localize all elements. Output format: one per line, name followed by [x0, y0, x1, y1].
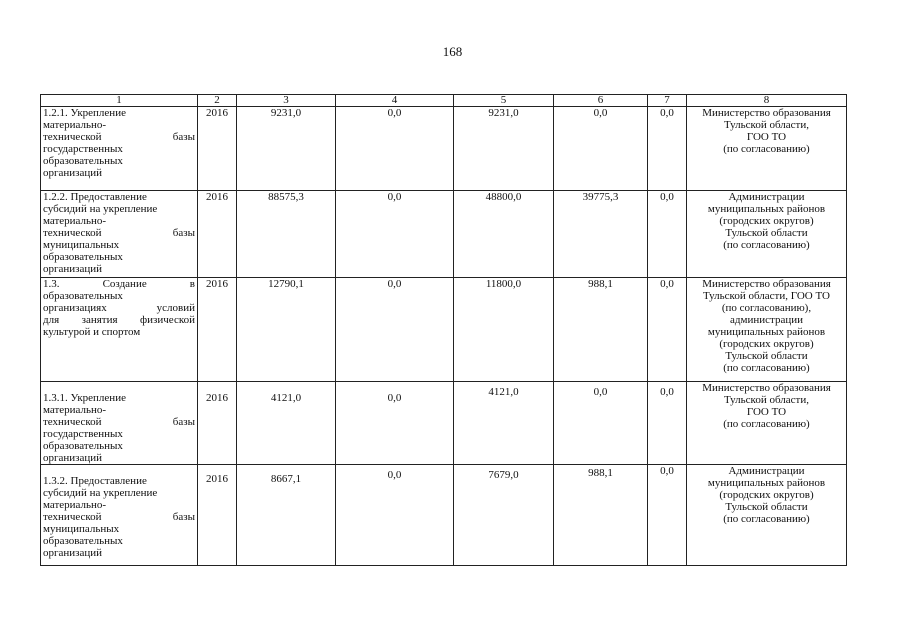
measure-name-line: субсидий на укрепление	[43, 487, 158, 499]
measure-name-line: материально-	[43, 215, 107, 227]
value-cell: 4121,0	[237, 382, 336, 465]
year-cell: 2016	[198, 465, 237, 566]
measure-name-line: организаций	[43, 263, 103, 275]
funding-table	[40, 94, 847, 566]
org-line: (по согласованию)	[723, 513, 810, 525]
column-header: 5	[454, 95, 554, 107]
org-line: ГОО ТО	[746, 131, 787, 143]
measure-name-line: технической базы	[43, 227, 195, 239]
org-line: Администрации	[728, 191, 805, 203]
measure-name-line: образовательных	[43, 535, 123, 547]
value-cell: 9231,0	[237, 107, 336, 191]
value-cell: 0,0	[648, 278, 687, 382]
responsible-org-cell	[687, 382, 847, 465]
measure-name-line: государственных	[43, 428, 123, 440]
page-number: 168	[442, 44, 463, 59]
measure-name-line: для занятия физической	[43, 314, 195, 326]
org-line: (по согласованию)	[723, 418, 810, 430]
org-line: Тульской области	[725, 227, 808, 239]
responsible-org-cell	[687, 465, 847, 566]
table-row	[41, 191, 847, 278]
value-cell: 88575,3	[237, 191, 336, 278]
org-line: (по согласованию),	[721, 302, 812, 314]
value-cell: 12790,1	[237, 278, 336, 382]
org-line: Тульской области	[725, 350, 808, 362]
measure-name-line: образовательных	[43, 290, 123, 302]
measure-name-line: 1.3. Создание в	[43, 278, 195, 290]
value-cell: 988,1	[554, 278, 648, 382]
org-line: Министерство образования	[702, 382, 831, 394]
org-line: Тульской области	[725, 501, 808, 513]
measure-name-cell	[41, 465, 198, 566]
value-cell: 0,0	[648, 191, 687, 278]
measure-name-line: материально-	[43, 404, 107, 416]
measure-name-line: образовательных	[43, 155, 123, 167]
column-header: 3	[237, 95, 336, 107]
value-cell: 0,0	[336, 382, 454, 465]
column-header: 6	[554, 95, 648, 107]
org-line: (городских округов)	[719, 489, 814, 501]
year-cell: 2016	[198, 382, 237, 465]
measure-name-line: 1.2.1. Укрепление	[43, 107, 126, 119]
measure-name-line: материально-	[43, 499, 107, 511]
measure-name-cell	[41, 278, 198, 382]
value-cell: 988,1	[554, 465, 648, 566]
value-cell: 0,0	[554, 107, 648, 191]
value-cell: 0,0	[336, 191, 454, 278]
org-line: (городских округов)	[719, 338, 814, 350]
column-header: 7	[648, 95, 687, 107]
measure-name-cell	[41, 191, 198, 278]
value-cell: 0,0	[648, 465, 687, 566]
org-line: ГОО ТО	[746, 406, 787, 418]
measure-name-line: 1.3.1. Укрепление	[43, 392, 126, 404]
measure-name-line: государственных	[43, 143, 123, 155]
value-cell: 4121,0	[454, 382, 554, 465]
year-cell: 2016	[198, 278, 237, 382]
measure-name-line: технической базы	[43, 416, 195, 428]
table-row	[41, 382, 847, 465]
value-cell: 9231,0	[454, 107, 554, 191]
measure-name-cell	[41, 107, 198, 191]
org-line: Тульской области, ГОО ТО	[702, 290, 830, 302]
responsible-org-cell	[687, 191, 847, 278]
year-cell: 2016	[198, 107, 237, 191]
table-row	[41, 465, 847, 566]
column-header: 8	[687, 95, 847, 107]
org-line: муниципальных районов	[707, 326, 826, 338]
responsible-org-cell	[687, 278, 847, 382]
org-line: муниципальных районов	[707, 203, 826, 215]
value-cell: 0,0	[336, 278, 454, 382]
measure-name-line: культурой и спортом	[43, 326, 141, 338]
measure-name-line: субсидий на укрепление	[43, 203, 158, 215]
value-cell: 8667,1	[237, 465, 336, 566]
org-line: Администрации	[728, 465, 805, 477]
table-row	[41, 278, 847, 382]
measure-name-line: материально-	[43, 119, 107, 131]
org-line: (по согласованию)	[723, 143, 810, 155]
measure-name-cell	[41, 382, 198, 465]
measure-name-line: технической базы	[43, 511, 195, 523]
org-line: Министерство образования	[702, 107, 831, 119]
responsible-org-cell	[687, 107, 847, 191]
value-cell: 11800,0	[454, 278, 554, 382]
value-cell: 0,0	[648, 107, 687, 191]
org-line: Тульской области,	[723, 394, 810, 406]
value-cell: 39775,3	[554, 191, 648, 278]
measure-name-line: организаций	[43, 167, 103, 179]
year-cell: 2016	[198, 191, 237, 278]
measure-name-line: организациях условий	[43, 302, 195, 314]
measure-name-line: технической базы	[43, 131, 195, 143]
org-line: Тульской области,	[723, 119, 810, 131]
org-line: (городских округов)	[719, 215, 814, 227]
org-line: (по согласованию)	[723, 239, 810, 251]
measure-name-line: муниципальных	[43, 239, 120, 251]
value-cell: 48800,0	[454, 191, 554, 278]
column-number-row	[41, 95, 847, 107]
value-cell: 0,0	[336, 107, 454, 191]
column-header: 1	[41, 95, 198, 107]
org-line: муниципальных районов	[707, 477, 826, 489]
value-cell: 0,0	[554, 382, 648, 465]
table-row	[41, 107, 847, 191]
value-cell: 0,0	[648, 382, 687, 465]
measure-name-line: образовательных	[43, 251, 123, 263]
measure-name-line: муниципальных	[43, 523, 120, 535]
measure-name-line: организаций	[43, 547, 103, 559]
org-line: Министерство образования	[702, 278, 831, 290]
measure-name-line: 1.2.2. Предоставление	[43, 191, 147, 203]
value-cell: 0,0	[336, 465, 454, 566]
measure-name-line: организаций	[43, 452, 103, 464]
measure-name-line: образовательных	[43, 440, 123, 452]
org-line: (по согласованию)	[723, 362, 810, 374]
column-header: 2	[198, 95, 237, 107]
value-cell: 7679,0	[454, 465, 554, 566]
org-line: администрации	[730, 314, 803, 326]
measure-name-line: 1.3.2. Предоставление	[43, 475, 147, 487]
column-header: 4	[336, 95, 454, 107]
